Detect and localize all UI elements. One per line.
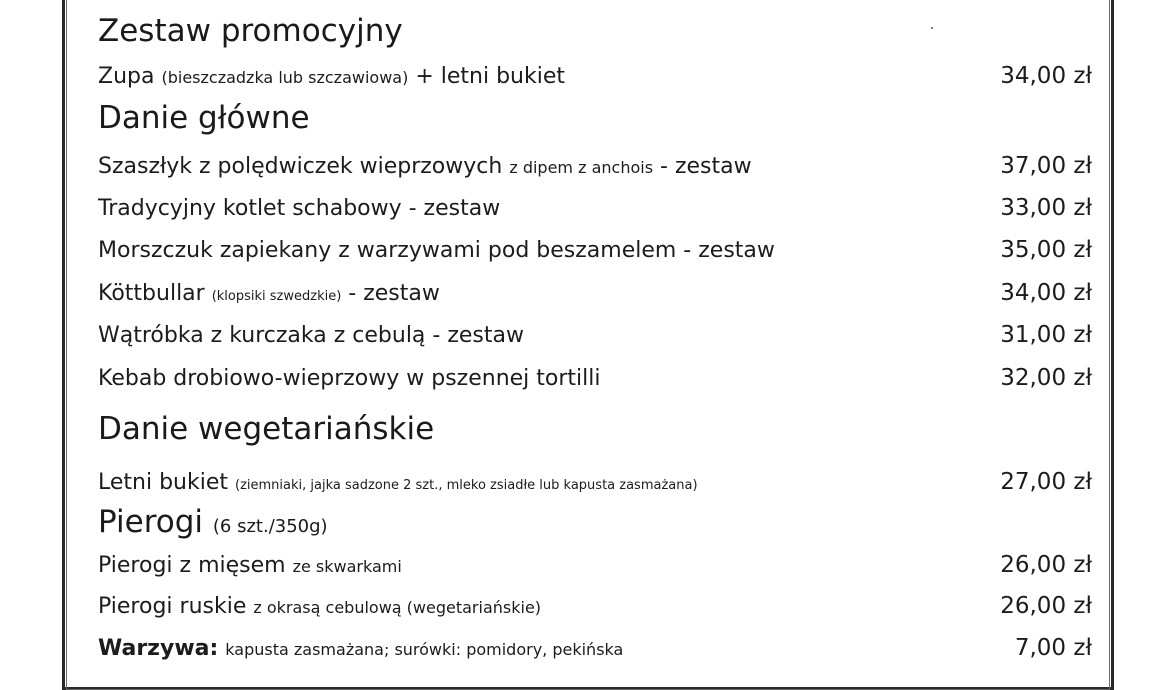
menu-item xyxy=(98,547,1092,577)
menu-item-name: Köttbullar (klopsiki szwedzkie) - zestaw xyxy=(98,281,440,306)
menu-item xyxy=(98,190,1092,220)
menu-item xyxy=(98,360,1092,390)
menu-item-price: 7,00 zł xyxy=(1014,635,1092,661)
menu-item-price: 37,00 zł xyxy=(1000,153,1092,179)
section-subtitle-pierogi: (6 szt./350g) xyxy=(212,516,328,537)
menu-item xyxy=(98,58,1092,88)
menu-item-name: Kebab drobiowo-wieprzowy w pszennej tortilli xyxy=(98,366,601,391)
menu-item xyxy=(98,317,1092,347)
menu-item-name: Wątróbka z kurczaka z cebulą - zestaw xyxy=(98,323,524,348)
section-title-promo: Zestaw promocyjny xyxy=(98,13,403,49)
menu-item-name: Szaszłyk z polędwiczek wieprzowych z dipem z anchois - zestaw xyxy=(98,154,752,179)
menu-item xyxy=(98,275,1092,305)
menu-item-price: 35,00 zł xyxy=(1000,237,1092,263)
section-title-main: Danie główne xyxy=(98,100,310,136)
menu-item-veggies xyxy=(98,630,1092,660)
menu-item xyxy=(98,588,1092,618)
menu-item-name: Pierogi z mięsem ze skwarkami xyxy=(98,553,402,578)
menu-item-name: Warzywa: kapusta zasmażana; surówki: pomidory, pekińska xyxy=(98,636,624,661)
menu-item-price: 34,00 zł xyxy=(1000,63,1092,89)
menu-item-name: Letni bukiet (ziemniaki, jajka sadzone 2 szt., mleko zsiadłe lub kapusta zasmażana) xyxy=(98,470,698,495)
menu-item xyxy=(98,232,1092,262)
section-title-pierogi: Pierogi (6 szt./350g) xyxy=(98,504,328,540)
menu-item-price: 26,00 zł xyxy=(1000,593,1092,619)
menu-item xyxy=(98,148,1092,178)
scan-speck xyxy=(931,27,933,29)
menu-item-price: 32,00 zł xyxy=(1000,365,1092,391)
menu-item-name: Zupa (bieszczadzka lub szczawiowa) + letni bukiet xyxy=(98,64,566,89)
menu-item-price: 27,00 zł xyxy=(1000,469,1092,495)
menu-item-name: Morszczuk zapiekany z warzywami pod beszamelem - zestaw xyxy=(98,238,775,263)
section-title-vege: Danie wegetariańskie xyxy=(98,411,435,447)
menu-item-price: 31,00 zł xyxy=(1000,322,1092,348)
menu-item-name: Pierogi ruskie z okrasą cebulową (wegetariańskie) xyxy=(98,594,542,619)
menu-item-price: 26,00 zł xyxy=(1000,552,1092,578)
menu-item xyxy=(98,464,1092,494)
menu-item-price: 33,00 zł xyxy=(1000,195,1092,221)
menu-item-price: 34,00 zł xyxy=(1000,280,1092,306)
menu-item-name: Tradycyjny kotlet schabowy - zestaw xyxy=(98,196,501,221)
